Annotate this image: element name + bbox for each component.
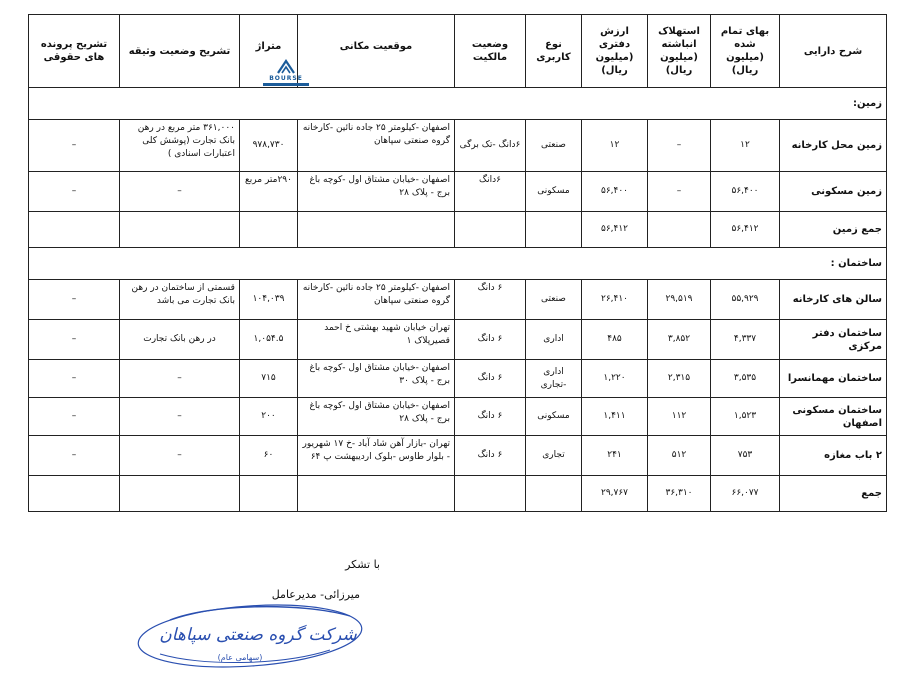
- cell-land-total-cost: ۵۶,۴۱۲: [711, 212, 780, 248]
- cell-depreciation: ۱۱۲: [648, 398, 711, 436]
- cell-legal: –: [29, 172, 120, 212]
- cell-usage: تجاری: [526, 436, 582, 476]
- cell-asset: ساختمان دفتر مرکزی: [780, 320, 887, 360]
- header-depreciation: استهلاک انباشته (میلیون ریال): [648, 15, 711, 88]
- table-row: [29, 320, 887, 360]
- cell-legal: –: [29, 120, 120, 172]
- cell-usage: اداری: [526, 320, 582, 360]
- cell-asset: زمین مسکونی: [780, 172, 887, 212]
- cell-land-total-label: جمع زمین: [780, 212, 887, 248]
- company-stamp-icon: [130, 600, 370, 672]
- cell-cost: ۵۶,۴۰۰: [711, 172, 780, 212]
- table-row: [29, 280, 887, 320]
- cell-empty: [120, 212, 240, 248]
- cell-usage: اداری -تجاری: [526, 360, 582, 398]
- cell-book-value: ۴۸۵: [582, 320, 648, 360]
- header-row: [29, 15, 887, 88]
- bourse-logo: [262, 52, 310, 90]
- cell-usage: صنعتی: [526, 120, 582, 172]
- header-location: [298, 15, 455, 88]
- cell-book-value: ۵۶,۴۰۰: [582, 172, 648, 212]
- cell-location: اصفهان -کیلومتر ۲۵ جاده نائین -کارخانه گروه صنعتی سپاهان: [298, 120, 455, 172]
- cell-collateral: –: [120, 172, 240, 212]
- cell-ownership: ۶ دانگ: [455, 320, 526, 360]
- cell-grand-total-cost: ۶۶,۰۷۷: [711, 476, 780, 512]
- cell-legal: –: [29, 320, 120, 360]
- header-cost: بهای تمام شده (میلیون ریال): [711, 15, 780, 88]
- cell-book-value: ۱,۴۱۱: [582, 398, 648, 436]
- table-row: [29, 398, 887, 436]
- cell-depreciation: –: [648, 172, 711, 212]
- cell-area: ۱,۰۵۴.۵: [240, 320, 298, 360]
- cell-land-total-book-value: ۵۶,۴۱۲: [582, 212, 648, 248]
- cell-ownership: ۶ دانگ: [455, 398, 526, 436]
- cell-usage: مسکونی: [526, 172, 582, 212]
- stamp-company-type: (سهامی عام): [217, 653, 263, 662]
- cell-empty: [240, 476, 298, 512]
- cell-asset: ساختمان مهمانسرا: [780, 360, 887, 398]
- signer-name: میرزائی- مدیرعامل: [271, 588, 360, 601]
- header-book-value: ارزش دفتری (میلیون ریال): [582, 15, 648, 88]
- cell-empty: [29, 476, 120, 512]
- cell-location: اصفهان -خیابان مشتاق اول -کوچه باغ برج - پلاک ۲۸: [298, 398, 455, 436]
- cell-empty: [240, 212, 298, 248]
- cell-empty: [455, 212, 526, 248]
- table-row: [29, 360, 887, 398]
- cell-empty: [29, 212, 120, 248]
- thanks-text: با تشکر: [345, 558, 380, 571]
- header-usage: نوع کاربری: [526, 15, 582, 88]
- cell-ownership: ۶ دانگ: [455, 436, 526, 476]
- cell-ownership: ۶ دانگ: [455, 280, 526, 320]
- cell-usage: مسکونی: [526, 398, 582, 436]
- cell-area: ۹۷۸,۷۳۰: [240, 120, 298, 172]
- cell-depreciation: ۵۱۲: [648, 436, 711, 476]
- bourse-logo-underline: [263, 83, 309, 86]
- cell-empty: [298, 476, 455, 512]
- cell-book-value: ۱۲: [582, 120, 648, 172]
- bourse-logo-text: BOURSE: [269, 74, 303, 82]
- cell-legal: –: [29, 436, 120, 476]
- cell-asset: زمین محل کارخانه: [780, 120, 887, 172]
- cell-empty: [526, 476, 582, 512]
- table-row: [29, 436, 887, 476]
- header-area-label: متراژ: [255, 41, 282, 52]
- section-title-building: ساختمان :: [29, 248, 887, 280]
- cell-area: ۱۰۴,۰۳۹: [240, 280, 298, 320]
- cell-location: تهران -بازار آهن شاد آباد -خ ۱۷ شهریور - بلوار طاوس -بلوک اردیبهشت پ ۶۴: [298, 436, 455, 476]
- cell-collateral: قسمتی از ساختمان در رهن بانک تجارت می باشد: [120, 280, 240, 320]
- cell-asset: ساختمان مسکونی اصفهان: [780, 398, 887, 436]
- cell-area: ۲۹۰متر مربع: [240, 172, 298, 212]
- cell-location: اصفهان -کیلومتر ۲۵ جاده نائین -کارخانه گروه صنعتی سپاهان: [298, 280, 455, 320]
- header-legal: تشریح پرونده های حقوقی: [29, 15, 120, 88]
- cell-collateral: –: [120, 398, 240, 436]
- bourse-logo-icon: [276, 59, 296, 75]
- cell-location: اصفهان -خیابان مشتاق اول -کوچه باغ برج - پلاک ۳۰: [298, 360, 455, 398]
- table-row: [29, 120, 887, 172]
- cell-cost: ۱۲: [711, 120, 780, 172]
- cell-book-value: ۱,۲۲۰: [582, 360, 648, 398]
- stamp-company-name: شرکت گروه صنعتی سپاهان: [159, 625, 357, 645]
- cell-ownership: ۶ دانگ: [455, 360, 526, 398]
- section-row-land: [29, 88, 887, 120]
- header-asset: شرح دارایی: [780, 15, 887, 88]
- cell-empty: [648, 212, 711, 248]
- cell-legal: –: [29, 398, 120, 436]
- cell-grand-total-book-value: ۲۹,۷۶۷: [582, 476, 648, 512]
- cell-asset: سالن های کارخانه: [780, 280, 887, 320]
- cell-collateral: –: [120, 360, 240, 398]
- asset-table: [28, 14, 887, 512]
- cell-cost: ۵۵,۹۲۹: [711, 280, 780, 320]
- cell-cost: ۱,۵۲۳: [711, 398, 780, 436]
- cell-collateral: –: [120, 436, 240, 476]
- section-row-building: [29, 248, 887, 280]
- cell-empty: [120, 476, 240, 512]
- cell-legal: –: [29, 360, 120, 398]
- cell-book-value: ۲۶,۴۱۰: [582, 280, 648, 320]
- cell-book-value: ۲۴۱: [582, 436, 648, 476]
- cell-collateral: ۳۶۱,۰۰۰ متر مربع در رهن بانک تجارت (پوشش کلی اعتبارات اسنادی ): [120, 120, 240, 172]
- header-collateral: تشریح وضعیت وثیقه: [120, 15, 240, 88]
- cell-depreciation: –: [648, 120, 711, 172]
- cell-empty: [298, 212, 455, 248]
- cell-depreciation: ۲,۳۱۵: [648, 360, 711, 398]
- header-location-label: موقعیت مکانی: [339, 41, 413, 52]
- cell-empty: [526, 212, 582, 248]
- land-total-row: [29, 212, 887, 248]
- cell-usage: صنعتی: [526, 280, 582, 320]
- cell-cost: ۴,۳۳۷: [711, 320, 780, 360]
- cell-legal: –: [29, 280, 120, 320]
- cell-cost: ۳,۵۳۵: [711, 360, 780, 398]
- cell-asset: ۲ باب مغازه: [780, 436, 887, 476]
- cell-depreciation: ۳,۸۵۲: [648, 320, 711, 360]
- asset-table-sheet: [28, 14, 886, 512]
- section-title-land: زمین:: [29, 88, 887, 120]
- cell-grand-total-depreciation: ۳۶,۳۱۰: [648, 476, 711, 512]
- cell-empty: [455, 476, 526, 512]
- cell-area: ۲۰۰: [240, 398, 298, 436]
- table-row: [29, 172, 887, 212]
- cell-location: تهران خیابان شهید بهشتی خ احمد قصیرپلاک ۱: [298, 320, 455, 360]
- header-ownership: وضعیت مالکیت: [455, 15, 526, 88]
- cell-location: اصفهان -خیابان مشتاق اول -کوچه باغ برج - پلاک ۲۸: [298, 172, 455, 212]
- cell-cost: ۷۵۳: [711, 436, 780, 476]
- cell-ownership: ۶دانگ: [455, 172, 526, 212]
- grand-total-row: [29, 476, 887, 512]
- cell-grand-total-label: جمع: [780, 476, 887, 512]
- cell-collateral: در رهن بانک تجارت: [120, 320, 240, 360]
- cell-area: ۶۰: [240, 436, 298, 476]
- cell-ownership: ۶دانگ -تک برگی: [455, 120, 526, 172]
- cell-area: ۷۱۵: [240, 360, 298, 398]
- cell-depreciation: ۲۹,۵۱۹: [648, 280, 711, 320]
